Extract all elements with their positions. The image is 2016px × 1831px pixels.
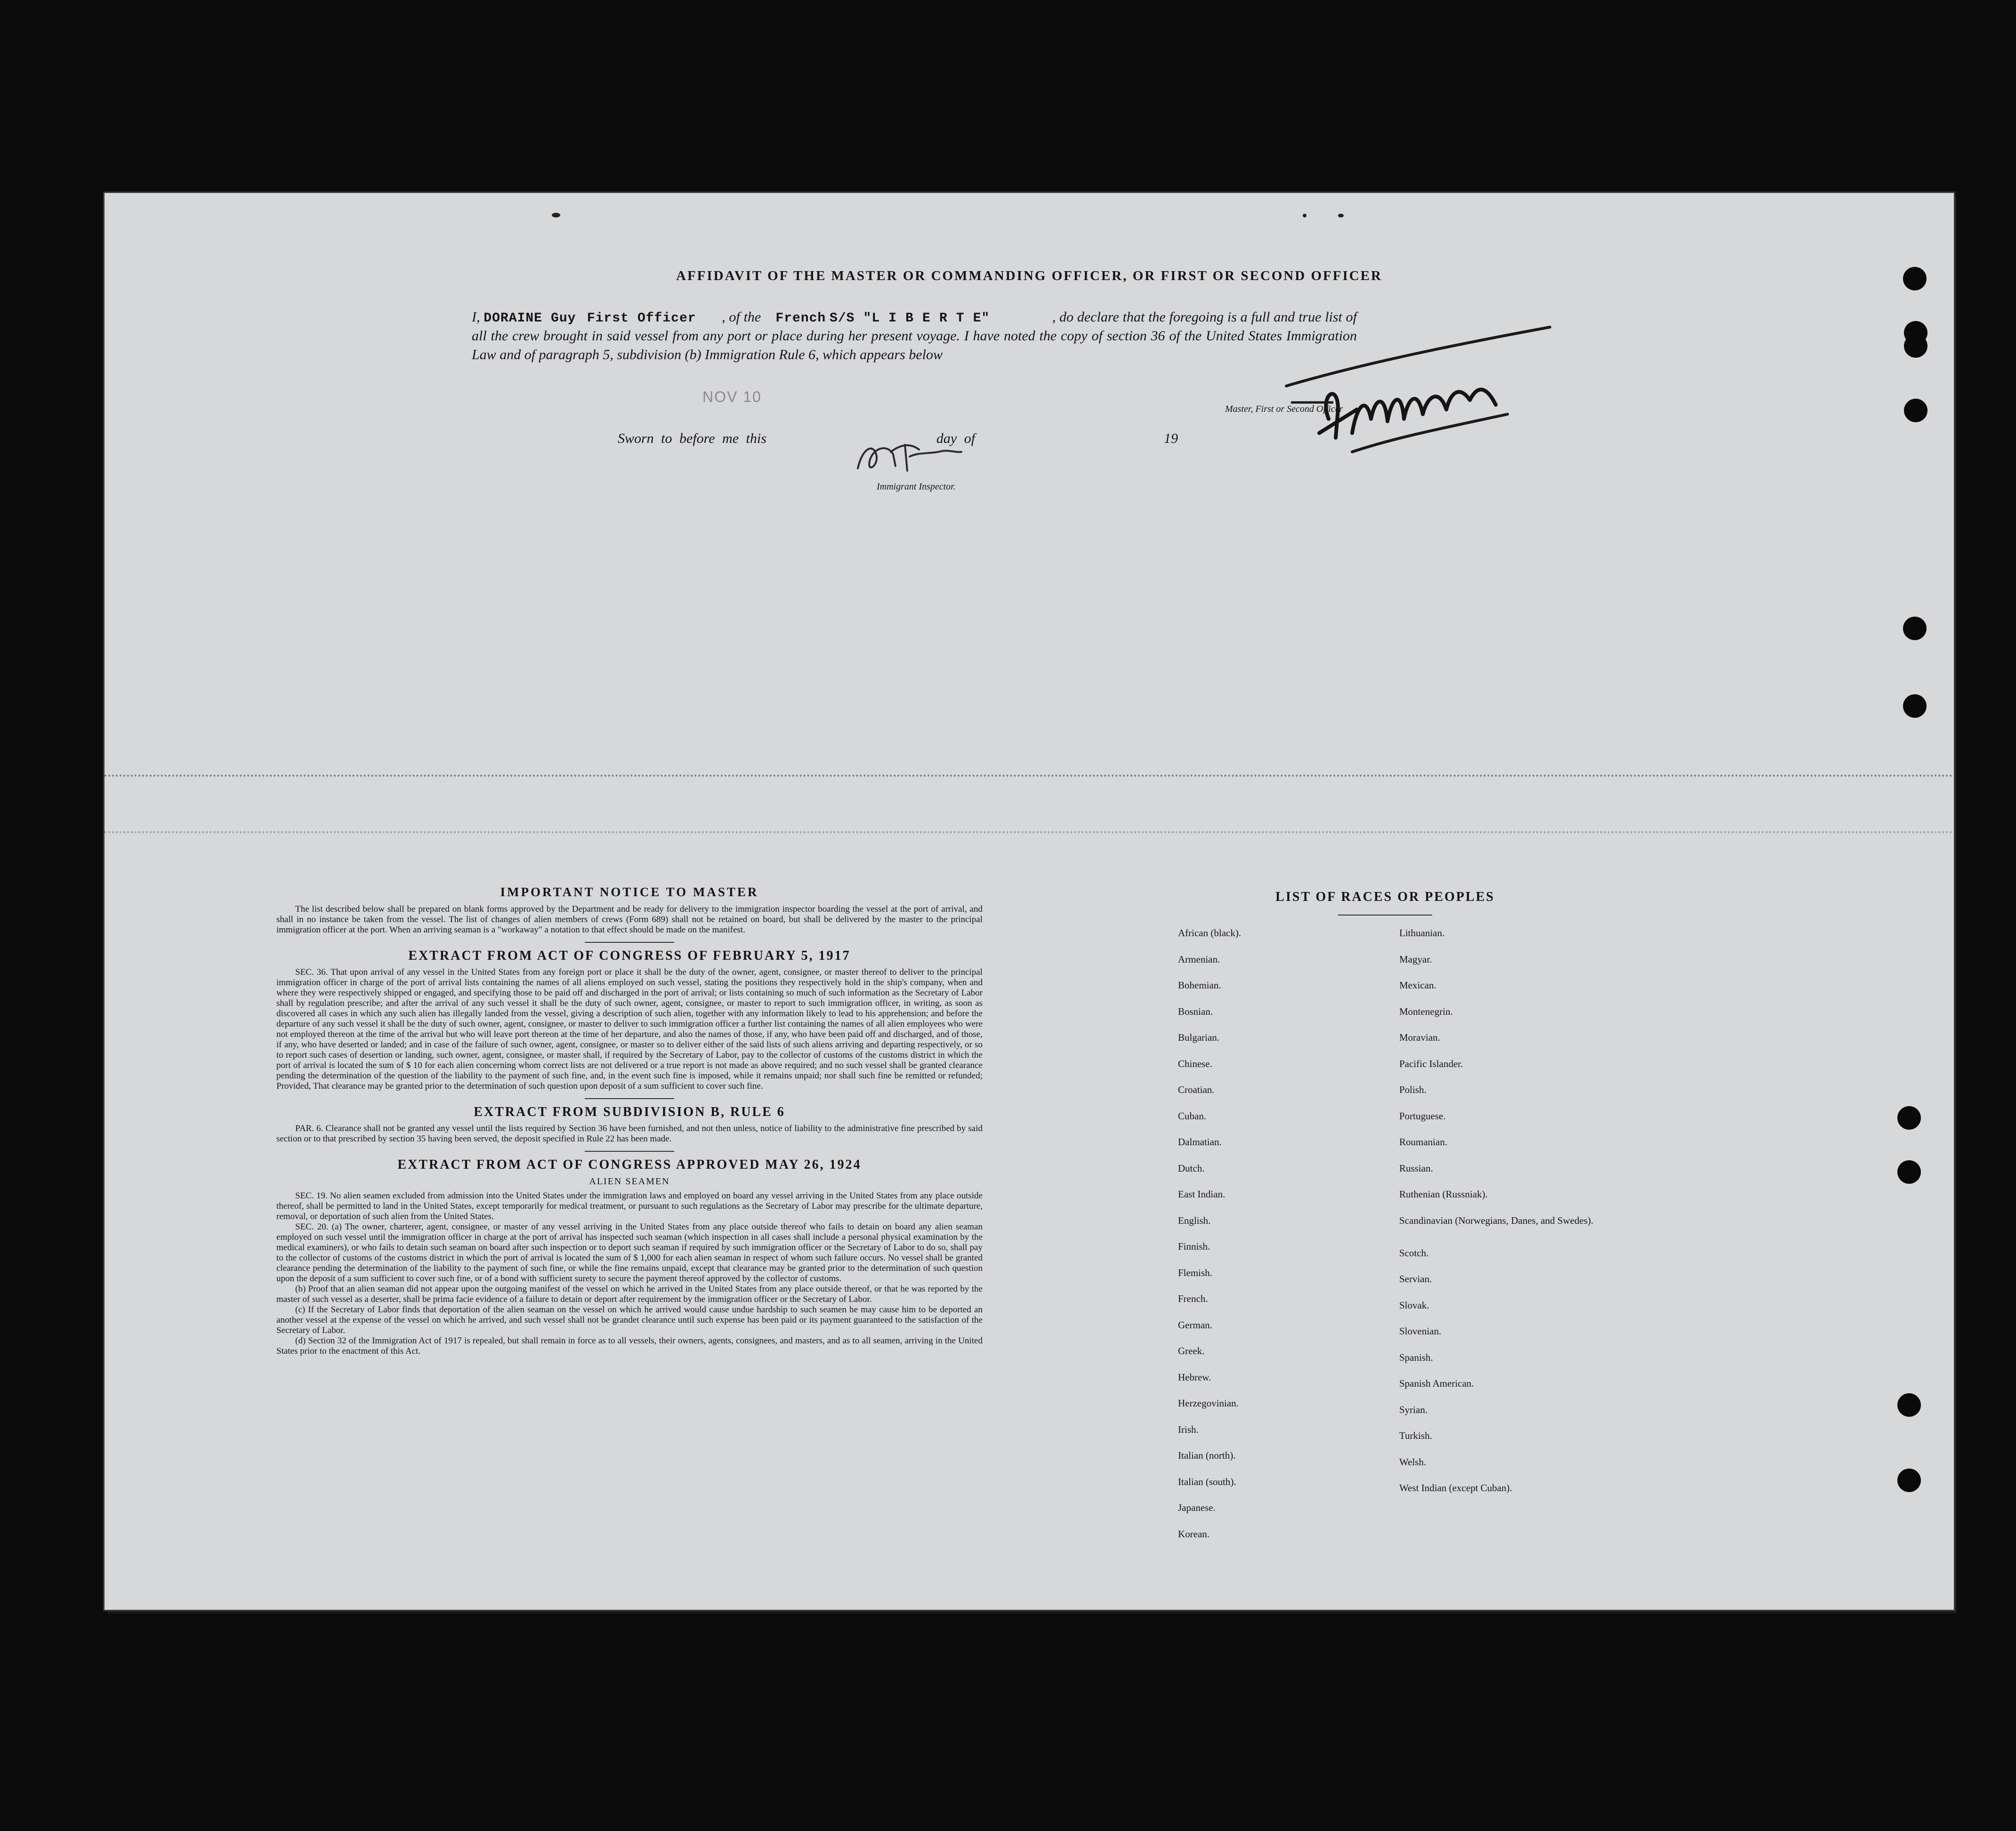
extract-1924-sec20b: (b) Proof that an alien seaman did not appear upon the outgoing manifest of the vessel on which he arrived in the United States from any place outside thereof, or that he was reported by the master of such vessel as a deserter, shall be prima facie evidence of a failure to detain or deport after requirement by the immigration officer or the Secretary of Labor.: [276, 1284, 983, 1304]
punch-hole: [1897, 1393, 1921, 1417]
officer-label: Master, First or Second Officer: [1225, 404, 1343, 414]
race-item: Bohemian.: [1178, 980, 1221, 991]
manifest-sheet: [105, 193, 1954, 1610]
race-item: Dalmatian.: [1178, 1136, 1222, 1148]
races-title: LIST OF RACES OR PEOPLES: [1275, 890, 1495, 904]
ink-speck: [1338, 214, 1344, 217]
notice-title: IMPORTANT NOTICE TO MASTER: [500, 885, 759, 899]
punch-hole: [1897, 1469, 1921, 1492]
fold-line: [105, 831, 1954, 833]
extract-1917-title: EXTRACT FROM ACT OF CONGRESS OF FEBRUARY 5, 1917: [408, 948, 851, 963]
affidavit-declaration: [472, 308, 1357, 364]
race-item: Russian.: [1399, 1162, 1433, 1174]
race-item: Scandinavian (Norwegians, Danes, and Swedes).: [1399, 1214, 1594, 1226]
race-item: Cuban.: [1178, 1110, 1207, 1122]
race-item: Herzegovinian.: [1178, 1397, 1239, 1409]
affidavit-title: AFFIDAVIT OF THE MASTER OR COMMANDING OFFICER, OR FIRST OR SECOND OFFICER: [676, 268, 1382, 283]
race-item: Flemish.: [1178, 1267, 1212, 1278]
race-item: English.: [1178, 1214, 1211, 1226]
race-item: Armenian.: [1178, 953, 1220, 965]
notice-text: The list described below shall be prepared on blank forms approved by the Department and be ready for delivery to the immigration inspector boarding the vessel at the port of arrival, and shall in no instance be taken from the vessel. The list of changes of alien members of crews (Form 689) shall not be retained on board, but shall be delivered by the master to the principal immigration officer at the port. When an arriving seaman is a "workaway" a notation to that effect should be made on the manifest.: [276, 904, 983, 935]
race-item: Irish.: [1178, 1423, 1199, 1435]
affidavit-body-text: that the foregoing is a full and true list of all the crew brought in said vessel from any port or place during her present voyage. I have noted the copy of section 36 of the United States Immigration Law and of paragraph 5, subdivision (b) Immigration Rule 6, which appears below: [472, 309, 1357, 362]
vessel-name: S/S "L I B E R T E": [830, 311, 990, 326]
race-item: Roumanian.: [1399, 1136, 1448, 1148]
race-item: Welsh.: [1399, 1456, 1427, 1468]
race-item: Dutch.: [1178, 1162, 1205, 1174]
race-item: Moravian.: [1399, 1032, 1440, 1043]
extract-rule6-title: EXTRACT FROM SUBDIVISION B, RULE 6: [474, 1105, 785, 1119]
race-item: Ruthenian (Russniak).: [1399, 1189, 1488, 1200]
races-list-right: [1399, 927, 1597, 1509]
race-item: West Indian (except Cuban).: [1399, 1482, 1512, 1494]
extract-1924-title: EXTRACT FROM ACT OF CONGRESS APPROVED MAY 26, 1924: [397, 1157, 862, 1172]
extract-1924-sec20d: (d) Section 32 of the Immigration Act of 1917 is repealed, but shall remain in force as to all vessels, their owners, agents, consignees, and masters, and as to all seamen, arriving in the United States prior to the enactment of this Act.: [276, 1336, 983, 1356]
race-item: Chinese.: [1178, 1058, 1212, 1069]
date-stamp: NOV 10: [702, 388, 762, 405]
punch-hole: [1904, 334, 1927, 358]
extract-1924-subtitle: ALIEN SEAMEN: [589, 1176, 670, 1187]
vessel-nationality: French: [775, 311, 826, 326]
race-item: Turkish.: [1399, 1430, 1432, 1441]
race-item: Syrian.: [1399, 1404, 1428, 1415]
extract-1917-text: SEC. 36. That upon arrival of any vessel in the United States from any foreign port or place it shall be the duty of the owner, agent, consignee, or master thereof to deliver to the principal immigration officer in charge of the port of arrival lists containing the names of all aliens employed on such vessel, stating the positions they respectively hold in the ship's company, when and where they were respectively shipped or engaged, and specifying those to be paid off and discharged in the port of arrival; or lists containing so much of such information as the Secretary of Labor shall by regulation prescribe; and after the arrival of any such vessel it shall be the duty of such owner, agent, consignee, or master to report to such immigration officer, in writing, as soon as discovered all cases in which any such alien has illegally landed from the vessel, giving a description of such alien, together with any information likely to lead to his apprehension; and before the departure of any such vessel it shall be the duty of such owner, agent, consignee, or master to deliver to such immigration officer a further list containing the names of all alien employees who were not employed thereon at the time of the arrival but who will leave port thereon at the time of her departure, and also the names of those, if any, who have been paid off and discharged, and of those, if any, who have deserted or landed; and in case of the failure of such owner, agent, consignee, or master so to deliver either of the said lists of such aliens arriving and departing respectively, or so to report such cases of desertion or landing, such owner, agent, consignee, or master shall, if required by the Secretary of Labor, pay to the collector of customs of the customs district in which the port of arrival is located the sum of $ 10 for each alien concerning whom correct lists are not delivered or a true report is not made as above required; and no such vessel shall be granted clearance pending the determination of the question of the liability to the payment of such fine, and, in the event such fine is imposed, while it remains unpaid; nor shall such fine be remitted or refunded; Provided, That clearance may be granted prior to the determination of such question upon deposit of a sum sufficient to cover such fine.: [276, 967, 983, 1091]
race-item: Polish.: [1399, 1084, 1427, 1095]
do-declare-text: , do declare: [1052, 309, 1119, 325]
ink-speck: [1303, 214, 1306, 217]
race-item: Italian (south).: [1178, 1476, 1236, 1487]
extract-rule6-text: PAR. 6. Clearance shall not be granted any vessel until the lists required by Section 36 have been furnished, and not then unless, notice of liability to the administrative fine prescribed by said section or to that prescribed by section 35 having been served, the deposit specified in Rule 22 has been made.: [276, 1124, 983, 1144]
notice-column: [276, 885, 983, 1357]
day-of-text: day of: [936, 431, 976, 446]
punch-hole: [1903, 617, 1927, 640]
officer-signature: [1225, 325, 1564, 480]
race-item: Lithuanian.: [1399, 927, 1445, 939]
race-item: Magyar.: [1399, 953, 1432, 965]
race-item: French.: [1178, 1293, 1208, 1304]
sworn-text: Sworn to before me this: [618, 431, 766, 446]
race-item: Japanese.: [1178, 1502, 1216, 1513]
declarant-rank: First Officer: [587, 311, 696, 326]
punch-hole: [1897, 1106, 1921, 1130]
race-item: Bulgarian.: [1178, 1032, 1220, 1043]
race-item: Montenegrin.: [1399, 1005, 1453, 1017]
race-item: Italian (north).: [1178, 1450, 1236, 1461]
declarant-name: DORAINE Guy: [484, 311, 576, 326]
divider: [585, 1098, 674, 1099]
race-item: Servian.: [1399, 1273, 1432, 1285]
inspector-label: Immigrant Inspector.: [877, 482, 956, 492]
race-item: East Indian.: [1178, 1189, 1226, 1200]
of-the-text: , of the: [722, 309, 761, 325]
inspector-signature: [848, 428, 966, 485]
divider: [585, 1151, 674, 1152]
extract-1924-sec20a: SEC. 20. (a) The owner, charterer, agent, consignee, or master of any vessel arriving in the United States from any place outside thereof who fails to detain on board any alien seaman employed on such vessel until the immigration officer in charge at the port of arrival has inspected such seaman (which inspection in all cases shall include a personal physical examination by the medical examiners), or who fails to detain such seaman on board after such inspection or to deport such seaman if required by such immigration officer or the Secretary of Labor to do so, shall pay to the collector of customs of the customs district in which the port of arrival is located the sum of $ 1,000 for each alien seaman in respect of whom such failure occurs. No vessel shall be granted clearance pending the determination of the liability to the payment of such fine, or while the fine remains unpaid, except that clearance may be granted prior to the determination of such question upon the deposit of a sum sufficient to cover such fine, or of a bond with sufficient surety to secure the payment thereof approved by the collector of customs.: [276, 1222, 983, 1284]
race-item: Spanish American.: [1399, 1378, 1474, 1389]
race-item: Korean.: [1178, 1528, 1210, 1540]
year-prefix: 19: [1164, 431, 1178, 446]
fold-line: [105, 775, 1954, 777]
race-item: Slovenian.: [1399, 1325, 1442, 1337]
race-item: Slovak.: [1399, 1299, 1429, 1311]
race-item: Portuguese.: [1399, 1110, 1446, 1122]
race-item: Croatian.: [1178, 1084, 1215, 1095]
race-item: Spanish.: [1399, 1351, 1433, 1363]
punch-hole: [1897, 1160, 1921, 1184]
race-item: Finnish.: [1178, 1241, 1210, 1252]
race-item: Scotch.: [1399, 1247, 1429, 1259]
race-item: Mexican.: [1399, 980, 1436, 991]
extract-1924-sec20c: (c) If the Secretary of Labor finds that deportation of the alien seaman on the vessel on which he arrived would cause undue hardship to such seamen he may cause him to be deported an another vessel at the expense of the vessel on which he arrived, and such vessel shall not be grandet clearance until such expense has been paid or its payment guaranteed to the satisfaction of the Secretary of Labor.: [276, 1305, 983, 1335]
ink-speck: [552, 213, 560, 217]
extract-1924-sec19: SEC. 19. No alien seamen excluded from admission into the United States under the immigration laws and employed on board any vessel arriving in the United States from any place outside thereof, shall be permitted to land in the United States, except temporarily for medical treatment, or pursuant to such regulations as the Secretary of Labor may prescribe for the ultimate departure, removal, or deportation of such alien from the United States.: [276, 1191, 983, 1221]
divider: [585, 942, 674, 943]
race-item: Pacific Islander.: [1399, 1058, 1463, 1069]
race-item: African (black).: [1178, 927, 1242, 939]
races-list-left: [1178, 927, 1376, 1554]
punch-hole: [1904, 399, 1927, 422]
race-item: Greek.: [1178, 1345, 1205, 1357]
punch-hole: [1903, 694, 1927, 718]
race-item: Bosnian.: [1178, 1005, 1213, 1017]
races-divider: [1338, 915, 1432, 916]
race-item: Hebrew.: [1178, 1371, 1211, 1383]
declarant-prefix: I,: [472, 309, 480, 325]
race-item: German.: [1178, 1319, 1212, 1331]
